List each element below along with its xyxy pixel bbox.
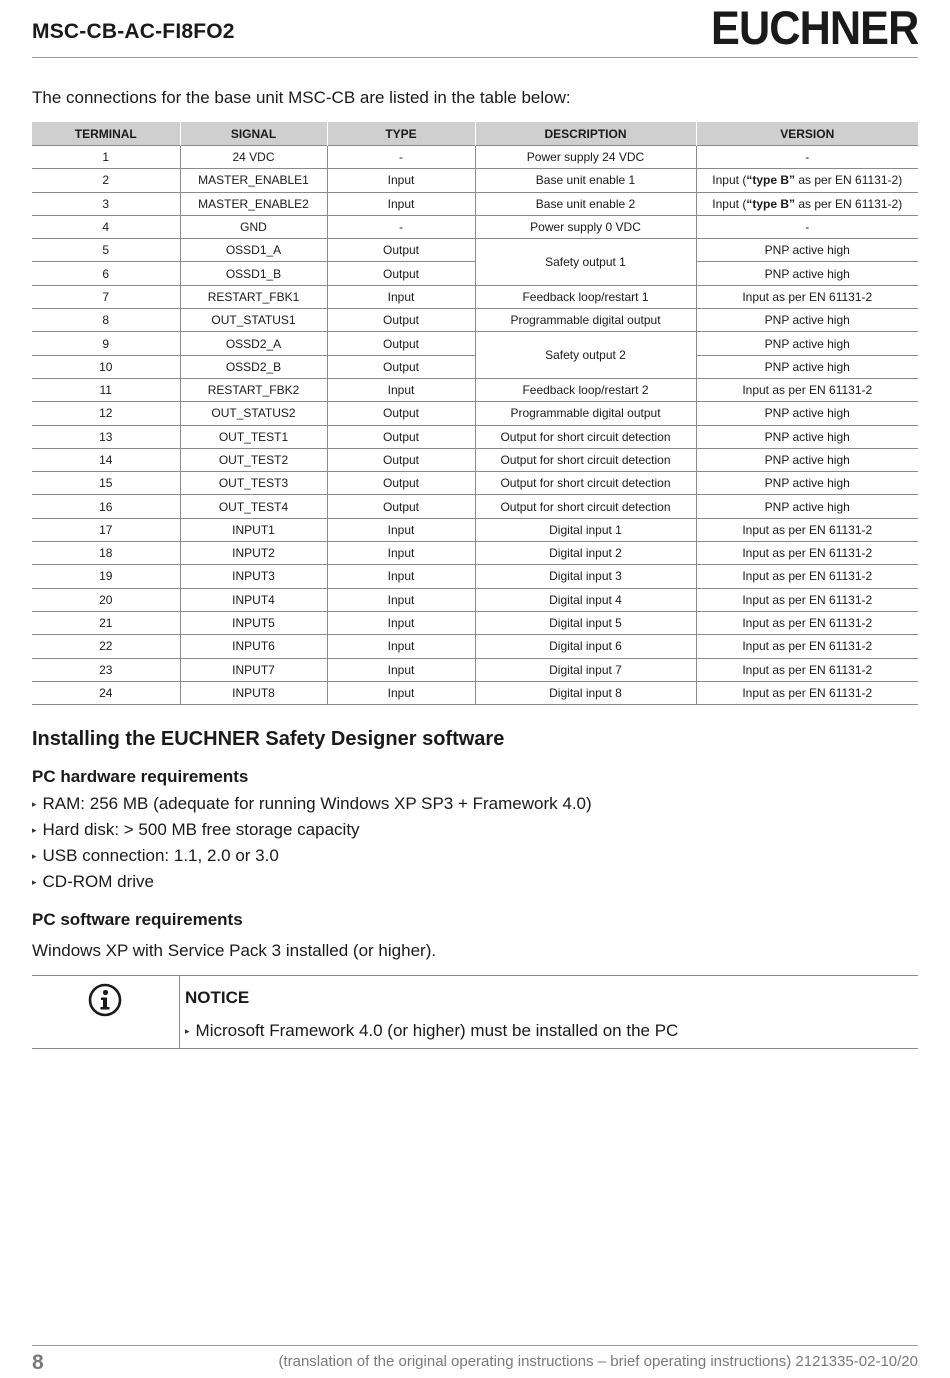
column-header-type: TYPE	[327, 122, 475, 146]
bullet-arrow-icon: ▸	[32, 799, 37, 809]
version-cell	[696, 169, 918, 192]
table-row	[32, 169, 918, 192]
install-heading: Installing the EUCHNER Safety Designer software	[32, 728, 505, 750]
terminal-cell: 11	[32, 378, 180, 401]
terminal-cell: 1	[32, 146, 180, 169]
version-cell: -	[696, 215, 918, 238]
type-cell: Input	[327, 681, 475, 704]
signal-cell: INPUT1	[180, 518, 327, 541]
table-row	[32, 495, 918, 518]
terminal-cell: 8	[32, 309, 180, 332]
version-cell: PNP active high	[696, 332, 918, 355]
table-row	[32, 611, 918, 634]
version-cell: PNP active high	[696, 448, 918, 471]
type-cell: Input	[327, 565, 475, 588]
terminal-cell: 20	[32, 588, 180, 611]
version-cell: Input as per EN 61131-2	[696, 635, 918, 658]
type-cell: Input	[327, 192, 475, 215]
signal-cell: MASTER_ENABLE1	[180, 169, 327, 192]
list-item	[32, 817, 592, 843]
table-row	[32, 542, 918, 565]
terminal-cell: 13	[32, 425, 180, 448]
software-requirements-text: Windows XP with Service Pack 3 installed (or higher).	[32, 941, 437, 960]
footer-divider	[32, 1345, 918, 1346]
terminal-cell: 12	[32, 402, 180, 425]
bullet-arrow-icon: ▸	[32, 825, 37, 835]
signal-cell: RESTART_FBK1	[180, 285, 327, 308]
type-cell: Output	[327, 495, 475, 518]
table-row	[32, 472, 918, 495]
signal-cell: OUT_TEST1	[180, 425, 327, 448]
type-cell: Output	[327, 355, 475, 378]
description-cell: Output for short circuit detection	[475, 495, 696, 518]
description-cell: Digital input 5	[475, 611, 696, 634]
notice-text-content: Microsoft Framework 4.0 (or higher) must be installed on the PC	[195, 1021, 679, 1040]
version-text: Input (	[712, 173, 747, 188]
notice-title: NOTICE	[185, 988, 250, 1007]
table-row	[32, 378, 918, 401]
version-cell: PNP active high	[696, 472, 918, 495]
table-row	[32, 332, 918, 355]
terminal-cell: 6	[32, 262, 180, 285]
type-cell: Input	[327, 169, 475, 192]
version-cell: PNP active high	[696, 495, 918, 518]
type-cell: Input	[327, 635, 475, 658]
terminal-cell: 21	[32, 611, 180, 634]
table-row	[32, 285, 918, 308]
version-cell: Input as per EN 61131-2	[696, 658, 918, 681]
table-row	[32, 192, 918, 215]
table-row	[32, 448, 918, 471]
signal-cell: GND	[180, 215, 327, 238]
table-row	[32, 239, 918, 262]
table-row	[32, 425, 918, 448]
version-cell: PNP active high	[696, 402, 918, 425]
signal-cell: INPUT5	[180, 611, 327, 634]
version-cell	[696, 192, 918, 215]
description-cell: Output for short circuit detection	[475, 472, 696, 495]
terminal-cell: 19	[32, 565, 180, 588]
euchner-logo: EUCHNER	[710, 1, 918, 54]
description-cell: Output for short circuit detection	[475, 425, 696, 448]
description-cell: Output for short circuit detection	[475, 448, 696, 471]
table-row	[32, 588, 918, 611]
signal-cell: INPUT3	[180, 565, 327, 588]
hardware-requirements-list	[32, 791, 592, 895]
signal-cell: OSSD2_A	[180, 332, 327, 355]
type-cell: Input	[327, 542, 475, 565]
terminal-cell: 10	[32, 355, 180, 378]
terminal-cell: 18	[32, 542, 180, 565]
table-header-row	[32, 122, 918, 146]
type-cell: -	[327, 146, 475, 169]
version-text: as per EN 61131-2)	[795, 173, 903, 188]
column-header-version: VERSION	[696, 122, 918, 146]
table-row	[32, 402, 918, 425]
document-title: MSC-CB-AC-FI8FO2	[32, 20, 235, 43]
description-cell: Base unit enable 1	[475, 169, 696, 192]
signal-cell: OUT_TEST3	[180, 472, 327, 495]
version-cell: Input as per EN 61131-2	[696, 518, 918, 541]
header-divider	[32, 57, 918, 58]
terminal-cell: 16	[32, 495, 180, 518]
signal-cell: INPUT7	[180, 658, 327, 681]
signal-cell: INPUT2	[180, 542, 327, 565]
table-row	[32, 309, 918, 332]
type-cell: Input	[327, 611, 475, 634]
version-cell: Input as per EN 61131-2	[696, 285, 918, 308]
list-item-text: Hard disk: > 500 MB free storage capacity	[42, 820, 360, 839]
terminal-cell: 15	[32, 472, 180, 495]
description-cell: Programmable digital output	[475, 309, 696, 332]
version-text: Input (	[712, 196, 747, 211]
bullet-arrow-icon: ▸	[185, 1026, 190, 1036]
list-item-text: CD-ROM drive	[42, 872, 154, 891]
version-text: as per EN 61131-2)	[795, 196, 903, 211]
terminal-cell: 17	[32, 518, 180, 541]
type-cell: Input	[327, 285, 475, 308]
version-emphasis: “type B”	[746, 173, 796, 188]
signal-cell: INPUT6	[180, 635, 327, 658]
terminal-cell: 7	[32, 285, 180, 308]
signal-cell: OSSD1_B	[180, 262, 327, 285]
signal-cell: RESTART_FBK2	[180, 378, 327, 401]
terminal-cell: 23	[32, 658, 180, 681]
column-header-description: DESCRIPTION	[475, 122, 696, 146]
type-cell: Output	[327, 402, 475, 425]
list-item	[32, 791, 592, 817]
notice-icon-cell	[32, 976, 180, 1048]
bullet-arrow-icon: ▸	[32, 851, 37, 861]
version-cell: Input as per EN 61131-2	[696, 588, 918, 611]
version-cell: PNP active high	[696, 355, 918, 378]
type-cell: Input	[327, 518, 475, 541]
type-cell: Output	[327, 448, 475, 471]
signal-cell: OUT_TEST4	[180, 495, 327, 518]
info-icon	[88, 983, 122, 1017]
version-cell: Input as per EN 61131-2	[696, 542, 918, 565]
notice-box	[32, 975, 918, 1049]
list-item-text: RAM: 256 MB (adequate for running Windows XP SP3 + Framework 4.0)	[42, 794, 592, 813]
description-cell: Safety output 1	[475, 239, 696, 286]
version-cell: PNP active high	[696, 425, 918, 448]
signal-cell: MASTER_ENABLE2	[180, 192, 327, 215]
version-emphasis: “type B”	[746, 196, 796, 211]
version-cell: Input as per EN 61131-2	[696, 565, 918, 588]
terminal-cell: 3	[32, 192, 180, 215]
list-item	[32, 843, 592, 869]
description-cell: Safety output 2	[475, 332, 696, 379]
page-number: 8	[32, 1351, 44, 1374]
description-cell: Digital input 6	[475, 635, 696, 658]
type-cell: Output	[327, 262, 475, 285]
description-cell: Digital input 7	[475, 658, 696, 681]
description-cell: Feedback loop/restart 1	[475, 285, 696, 308]
signal-cell: OSSD2_B	[180, 355, 327, 378]
signal-cell: OUT_STATUS1	[180, 309, 327, 332]
version-cell: PNP active high	[696, 262, 918, 285]
list-item	[32, 869, 592, 895]
version-cell: Input as per EN 61131-2	[696, 611, 918, 634]
description-cell: Digital input 3	[475, 565, 696, 588]
type-cell: Output	[327, 425, 475, 448]
type-cell: Output	[327, 472, 475, 495]
terminal-cell: 4	[32, 215, 180, 238]
description-cell: Power supply 24 VDC	[475, 146, 696, 169]
signal-cell: INPUT4	[180, 588, 327, 611]
bullet-arrow-icon: ▸	[32, 877, 37, 887]
terminal-cell: 2	[32, 169, 180, 192]
table-row	[32, 658, 918, 681]
table-row	[32, 518, 918, 541]
type-cell: Output	[327, 239, 475, 262]
description-cell: Digital input 8	[475, 681, 696, 704]
type-cell: Input	[327, 658, 475, 681]
description-cell: Base unit enable 2	[475, 192, 696, 215]
table-row	[32, 681, 918, 704]
description-cell: Digital input 4	[475, 588, 696, 611]
version-cell: Input as per EN 61131-2	[696, 681, 918, 704]
terminal-cell: 5	[32, 239, 180, 262]
column-header-signal: SIGNAL	[180, 122, 327, 146]
description-cell: Digital input 1	[475, 518, 696, 541]
column-header-terminal: TERMINAL	[32, 122, 180, 146]
type-cell: Output	[327, 332, 475, 355]
table-row	[32, 635, 918, 658]
type-cell: Input	[327, 378, 475, 401]
type-cell: Output	[327, 309, 475, 332]
description-cell: Feedback loop/restart 2	[475, 378, 696, 401]
intro-text: The connections for the base unit MSC-CB are listed in the table below:	[32, 88, 571, 107]
terminal-cell: 22	[32, 635, 180, 658]
table-row	[32, 146, 918, 169]
table-row	[32, 215, 918, 238]
terminal-cell: 14	[32, 448, 180, 471]
hardware-requirements-heading: PC hardware requirements	[32, 767, 249, 786]
terminal-cell: 24	[32, 681, 180, 704]
signal-cell: OUT_TEST2	[180, 448, 327, 471]
version-cell: -	[696, 146, 918, 169]
description-cell: Programmable digital output	[475, 402, 696, 425]
list-item-text: USB connection: 1.1, 2.0 or 3.0	[42, 846, 279, 865]
terminal-cell: 9	[32, 332, 180, 355]
version-cell: PNP active high	[696, 309, 918, 332]
signal-cell: OUT_STATUS2	[180, 402, 327, 425]
software-requirements-heading: PC software requirements	[32, 910, 243, 929]
description-cell: Power supply 0 VDC	[475, 215, 696, 238]
table-row	[32, 565, 918, 588]
footer-text: (translation of the original operating instructions – brief operating instructions) 2121335-02-10/20	[278, 1353, 918, 1370]
signal-cell: 24 VDC	[180, 146, 327, 169]
type-cell: -	[327, 215, 475, 238]
notice-text	[185, 1021, 678, 1041]
connections-table	[32, 122, 918, 705]
version-cell: Input as per EN 61131-2	[696, 378, 918, 401]
version-cell: PNP active high	[696, 239, 918, 262]
signal-cell: INPUT8	[180, 681, 327, 704]
signal-cell: OSSD1_A	[180, 239, 327, 262]
description-cell: Digital input 2	[475, 542, 696, 565]
type-cell: Input	[327, 588, 475, 611]
